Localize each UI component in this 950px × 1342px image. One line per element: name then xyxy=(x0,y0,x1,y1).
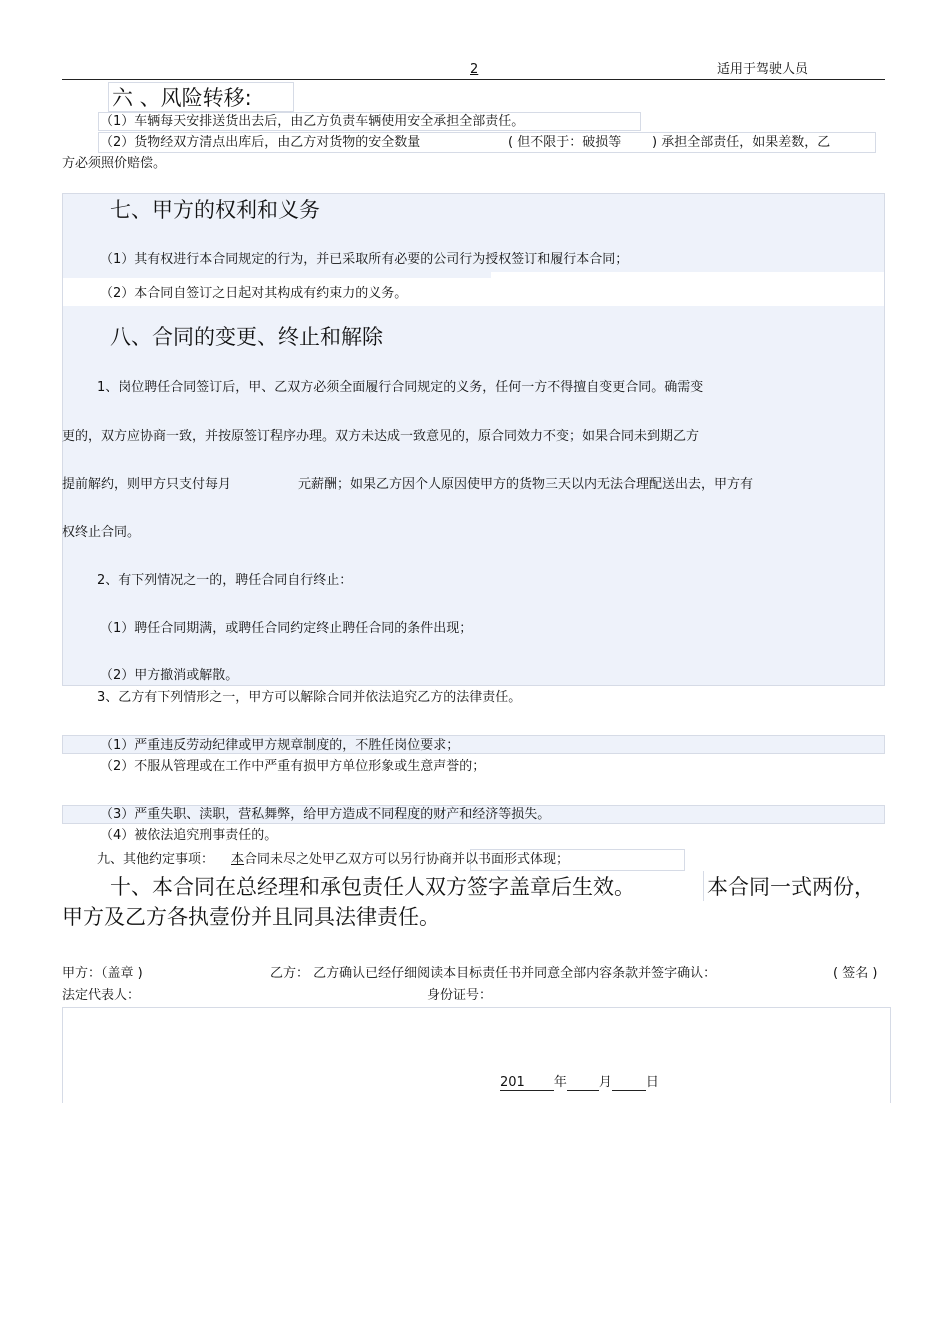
s9-text-first: 本 xyxy=(231,852,245,867)
s7-title: 七、甲方的权利和义务 xyxy=(110,198,320,222)
s10-line1a: 十、本合同在总经理和承包责任人双方签字盖章后生效。 xyxy=(110,875,635,899)
sign-name-label: ( 签名 ) xyxy=(833,966,878,981)
s6-p2a: （2）货物经双方清点出库后，由乙方对货物的安全数量 xyxy=(100,135,421,150)
s8-p3-2: （2）不服从管理或在工作中严重有损甲方单位形象或生意声誉的； xyxy=(100,759,486,774)
s8-p1a: 1、岗位聘任合同签订后，甲、乙双方必须全面履行合同规定的义务，任何一方不得擅自变更合同。确需变 xyxy=(97,380,704,395)
s8-p1c2: 元薪酬；如果乙方因个人原因使甲方的货物三天以内无法合理配送出去，甲方有 xyxy=(298,477,754,492)
header-note: 适用于驾驶人员 xyxy=(717,62,809,77)
s9-label: 九、其他约定事项： xyxy=(97,852,215,867)
s8-p1c1: 提前解约，则甲方只支付每月 xyxy=(62,477,232,492)
header-rule xyxy=(62,79,885,80)
s8-p3-3: （3）严重失职、渎职，营私舞弊，给甲方造成不同程度的财产和经济等损失。 xyxy=(100,807,551,822)
s8-p1d: 权终止合同。 xyxy=(62,525,141,540)
s8-p3-1: （1）严重违反劳动纪律或甲方规章制度的，不胜任岗位要求； xyxy=(100,738,460,753)
date-line xyxy=(500,1075,659,1091)
s10-line2: 甲方及乙方各执壹份并且同具法律责任。 xyxy=(62,905,440,929)
id-number-label: 身份证号： xyxy=(427,988,493,1003)
s7-p2-strip-right xyxy=(491,272,884,306)
s8-title: 八、合同的变更、终止和解除 xyxy=(110,325,383,349)
party-b-label: 乙方： 乙方确认已经仔细阅读本目标责任书并同意全部内容条款并签字确认： xyxy=(270,966,717,981)
s8-p2: 2、有下列情况之一的，聘任合同自行终止： xyxy=(97,573,353,588)
date-year: 201 xyxy=(500,1075,525,1090)
page-number: 2 xyxy=(470,62,479,77)
s9-text: 合同未尽之处甲乙双方可以另行协商并以书面形式体现； xyxy=(244,852,570,867)
s6-title: 六 、风险转移: xyxy=(112,86,252,110)
s8-p3: 3、乙方有下列情形之一，甲方可以解除合同并依法追究乙方的法律责任。 xyxy=(97,690,522,705)
signature-box xyxy=(62,1007,891,1103)
party-a-label: 甲方：（盖章 ) xyxy=(62,966,143,981)
s10-frame xyxy=(703,871,704,901)
s7-p2: （2）本合同自签订之日起对其构成有约束力的义务。 xyxy=(100,286,408,301)
date-day-unit: 日 xyxy=(645,1075,659,1090)
date-month-unit: 月 xyxy=(598,1075,612,1090)
s6-p2d: 方必须照价赔偿。 xyxy=(62,156,167,171)
date-year-unit: 年 xyxy=(553,1075,567,1090)
legal-rep-label: 法定代表人： xyxy=(62,988,141,1003)
s6-p2b: ( 但不限于：破损等 xyxy=(508,135,622,150)
s6-p2c: ) 承担全部责任，如果差数，乙 xyxy=(652,135,831,150)
s8-p2-1: （1）聘任合同期满，或聘任合同约定终止聘任合同的条件出现； xyxy=(100,621,473,636)
s6-p1: （1）车辆每天安排送货出去后，由乙方负责车辆使用安全承担全部责任。 xyxy=(100,114,525,129)
s8-p1b: 更的，双方应协商一致，并按原签订程序办理。双方未达成一致意见的，原合同效力不变；如果合同未到期乙方 xyxy=(62,429,700,444)
s7-p1: （1）其有权进行本合同规定的行为，并已采取所有必要的公司行为授权签订和履行本合同； xyxy=(100,252,629,267)
s10-line1b: 本合同一式两份， xyxy=(707,875,875,899)
s8-p3-4: （4）被依法追究刑事责任的。 xyxy=(100,828,278,843)
s8-p2-2: （2）甲方撤消或解散。 xyxy=(100,668,239,683)
